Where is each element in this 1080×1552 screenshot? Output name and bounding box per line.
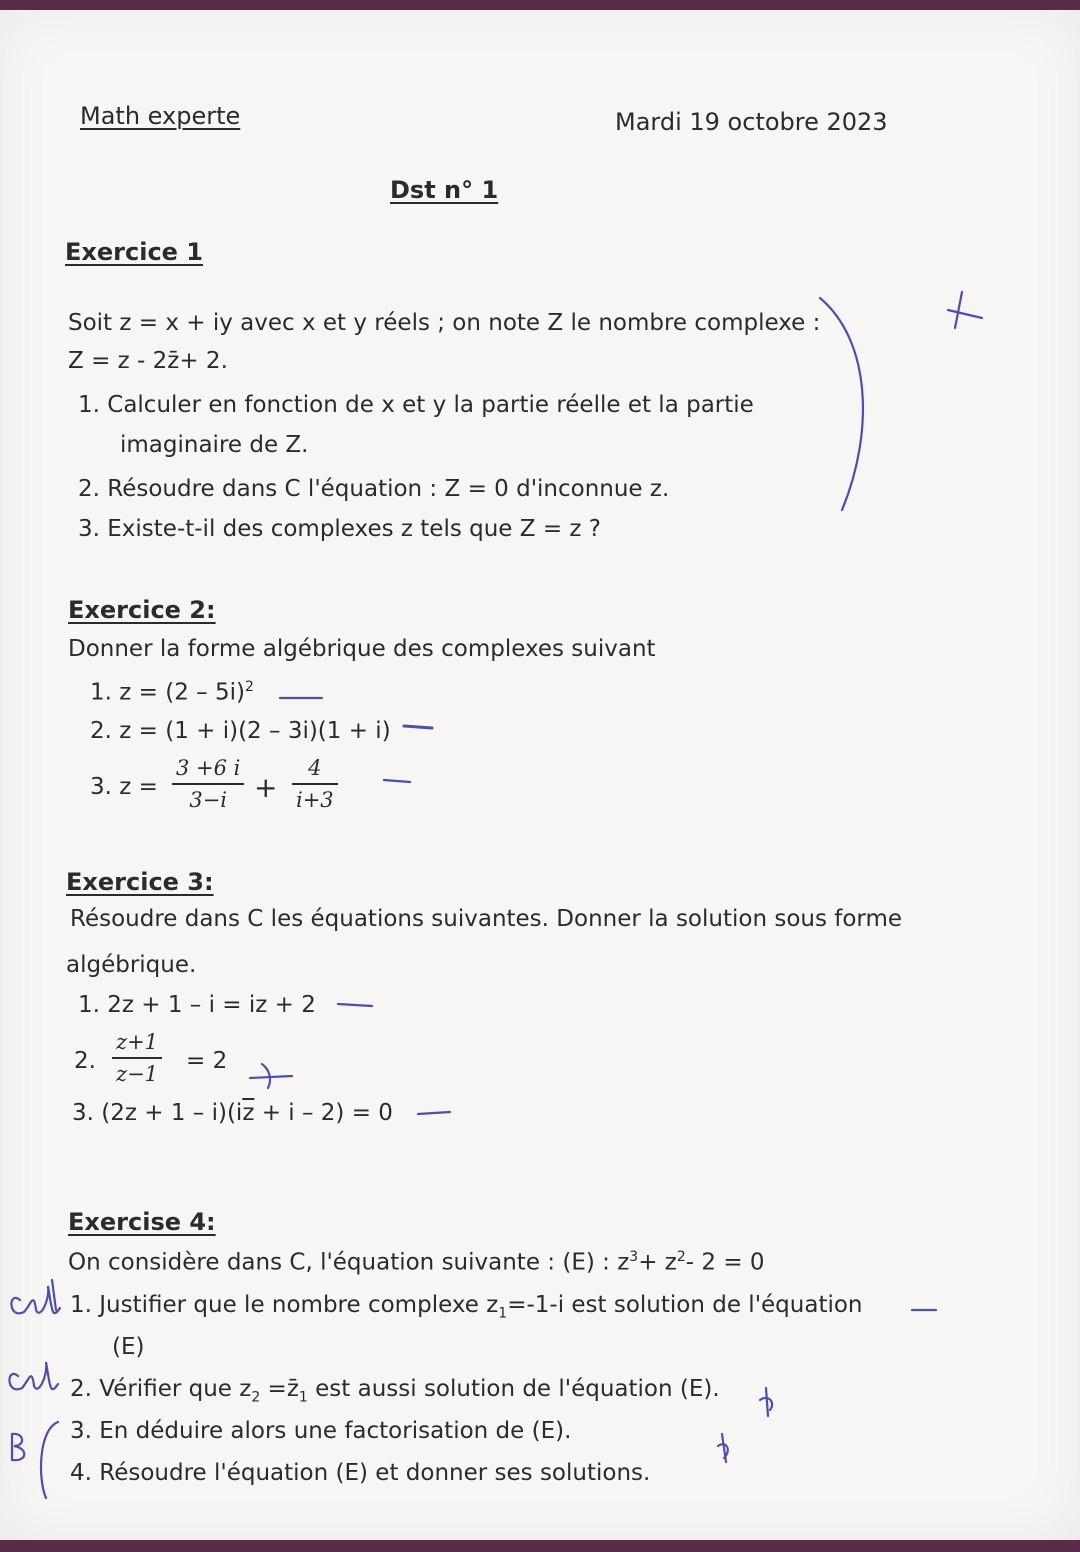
date-label: Mardi 19 octobre 2023: [615, 108, 888, 136]
exercise-3-question-1: 1. 2z + 1 – i = iz + 2: [78, 992, 316, 1018]
exercise-1-question-2: 2. Résoudre dans C l'équation : Z = 0 d'inconnue z.: [78, 476, 670, 502]
exercise-4-title: Exercise 4:: [68, 1208, 216, 1236]
exercise-1-definition: Z = z - 2z̄+ 2.: [68, 348, 228, 374]
exercise-4-question-1: 1. Justifier que le nombre complexe $z_1=-1-i$ est solution de l'équation: [70, 1292, 863, 1322]
exercise-2-question-3-label: 3. z =: [90, 774, 158, 800]
page-title: Dst n° 1: [390, 176, 499, 204]
cross-mark: [948, 292, 982, 328]
margin-bracket: [41, 1422, 58, 1498]
margin-note: [11, 1280, 60, 1313]
exercise-2-fraction-1: $\frac{3 +6 i}{3-i}$: [172, 756, 244, 812]
check-mark: [760, 1388, 772, 1416]
subject-label: Math experte: [80, 102, 241, 130]
margin-note: [9, 1362, 58, 1389]
exercise-4-question-3: 3. En déduire alors une factorisation de (E).: [70, 1418, 572, 1444]
exam-sheet: [0, 10, 1080, 1540]
dash-mark: [338, 1004, 372, 1006]
dash-mark: [418, 1112, 450, 1114]
exercise-3-question-3: 3. $(2z + 1 - i)(i\overline{z} + i - 2) = 0$: [72, 1100, 393, 1126]
exercise-2-title: Exercice 2:: [68, 596, 216, 624]
exercise-2-question-2: 2. z = (1 + i)(2 – 3i)(1 + i): [90, 718, 391, 744]
exercise-1-question-3: 3. Existe-t-il des complexes z tels que Z = z ?: [78, 516, 602, 542]
cross-mark: [250, 1064, 292, 1088]
margin-note: [12, 1434, 24, 1460]
exercise-3-question-2-rhs: = 2: [186, 1048, 228, 1074]
exercise-2-fraction-2: $\frac{4}{i+3}$: [292, 756, 338, 812]
exercise-3-intro: Résoudre dans C les équations suivantes. Donner la solution sous forme: [70, 906, 903, 932]
exercise-3-title: Exercice 3:: [66, 868, 214, 896]
exercise-1-question-1-cont: imaginaire de Z.: [120, 432, 309, 458]
exercise-4-question-1-cont: (E): [112, 1334, 145, 1360]
exercise-2-intro: Donner la forme algébrique des complexes suivant: [68, 636, 656, 662]
exercise-1-question-1: 1. Calculer en fonction de x et y la partie réelle et la partie: [78, 392, 754, 418]
plus-sign: +: [254, 771, 278, 804]
exercise-4-question-4: 4. Résoudre l'équation (E) et donner ses solutions.: [70, 1460, 651, 1486]
exercise-3-question-2-label: 2.: [74, 1048, 96, 1074]
exercise-1-intro: Soit z = x + iy avec x et y réels ; on note Z le nombre complexe :: [68, 310, 821, 336]
bracket-mark: [820, 298, 863, 510]
exercise-3-intro-cont: algébrique.: [66, 952, 197, 978]
exercise-3-fraction: $\frac{z+1}{z-1}$: [112, 1030, 162, 1086]
exercise-1-title: Exercice 1: [65, 238, 203, 266]
dash-mark: [384, 780, 410, 782]
handwritten-annotations: [0, 10, 1080, 1540]
exercise-4-question-2: 2. Vérifier que $z_2$ $=z̄_1$ est aussi solution de l'équation (E).: [70, 1376, 720, 1406]
check-mark: [718, 1434, 728, 1462]
exercise-4-intro: On considère dans C, l'équation suivante : (E) : $z^3+ z^2-$ 2 = 0: [68, 1249, 765, 1276]
exercise-2-question-1: 1. z = (2 – 5i)$^2$: [90, 679, 254, 706]
dash-mark: [404, 726, 432, 728]
